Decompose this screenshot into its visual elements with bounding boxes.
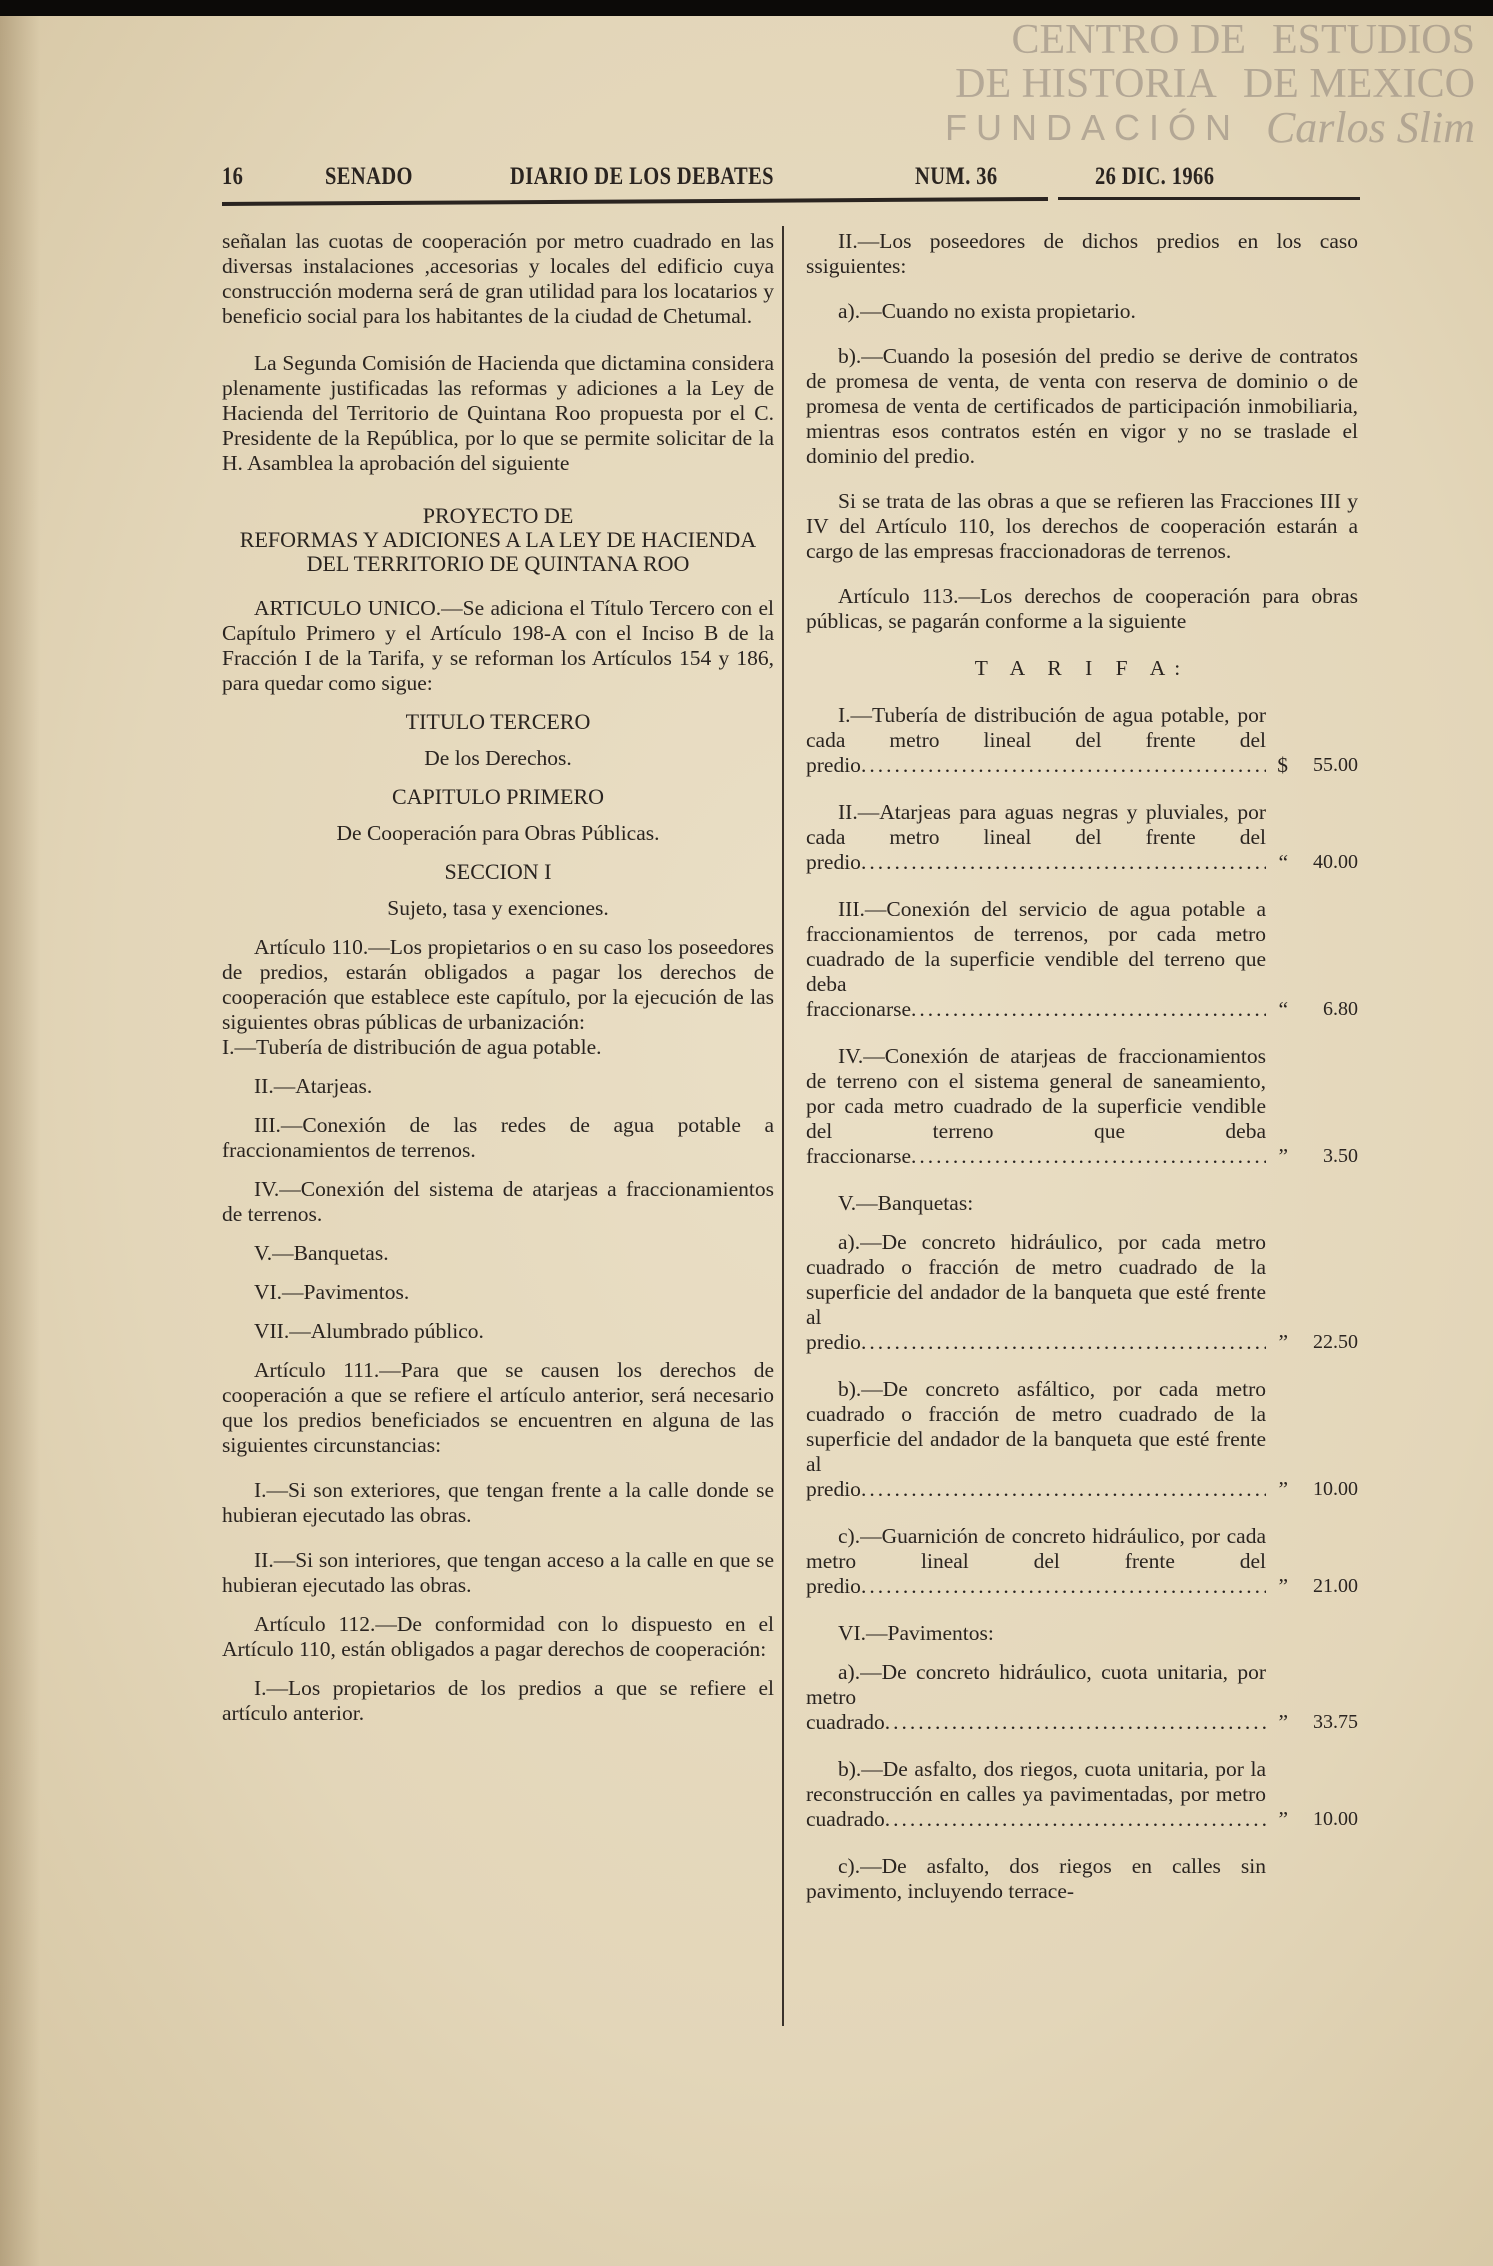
project-title: PROYECTO DE — [422, 503, 574, 528]
list-item: I.—Los propietarios de los predios a que se refiere el artículo anterior. — [222, 1676, 774, 1725]
chamber-name: SENADO — [325, 163, 413, 190]
watermark — [655, 18, 1475, 150]
list-item: II.—Los poseedores de dichos predios en los caso ssiguientes: — [806, 229, 1358, 278]
tarifa-item-description: b).—De concreto asfáltico, por cada metro cuadrado o fracción de metro cuadrado de la superficie del andador de la banqueta que esté frente al predio ..... — [806, 1377, 1266, 1502]
tarifa-list — [806, 703, 1358, 1169]
tarifa-item-description: III.—Conexión del servicio de agua potable a fraccionamientos de terrenos, por cada metro cuadrado de la superficie vendible del terreno que deba fraccionarse ..... — [806, 897, 1266, 1022]
ditto-mark: “ — [1278, 997, 1288, 1021]
paragraph: La Segunda Comisión de Hacienda que dictamina considera plenamente justificadas las reformas y adiciones a la Ley de Hacienda del Territorio de Quintana Roo propuesta por el C. Presidente de la República, por lo que se permite solicitar de la H. Asamblea la aprobación del siguiente — [222, 351, 774, 475]
article-111: Artículo 111.—Para que se causen los derechos de cooperación a que se refiere el artículo anterior, será necesario que los predios beneficiados se encuentren en alguna de las siguientes circunstancias: — [222, 1358, 774, 1457]
list-item: VII.—Alumbrado público. — [254, 1319, 484, 1343]
list-item: IV.—Conexión del sistema de atarjeas a fraccionamientos de terrenos. — [222, 1177, 774, 1226]
header-rule — [1058, 197, 1360, 200]
ditto-mark: ” — [1278, 1710, 1288, 1734]
watermark-row — [655, 18, 1475, 62]
list-item: I.—Si son exteriores, que tengan frente a la calle donde se hubieran ejecutado las obras. — [222, 1478, 774, 1527]
page-edge-shadow — [0, 16, 40, 2266]
column-divider — [782, 226, 784, 2026]
tarifa-item — [806, 703, 1358, 778]
ditto-mark: $ — [1277, 753, 1288, 777]
subheading: Sujeto, tasa y exenciones. — [387, 896, 609, 920]
heading-seccion: SECCION I — [444, 859, 552, 884]
banquetas-list — [806, 1230, 1358, 1599]
list-item: VI.—Pavimentos. — [254, 1280, 410, 1304]
paragraph: señalan las cuotas de cooperación por metro cuadrado en las diversas instalaciones ,accesorias y locales del edificio cuya construcción moderna será de gran utilidad para los locatarios y beneficio social para los habitantes de la ciudad de Chetumal. — [222, 229, 774, 328]
watermark-row — [655, 103, 1475, 152]
ditto-mark: ” — [1278, 1574, 1288, 1598]
project-title: REFORMAS Y ADICIONES A LA LEY DE HACIENDA DEL TERRITORIO DE QUINTANA ROO — [239, 527, 757, 576]
tarifa-item-description: I.—Tubería de distribución de agua potable, por cada metro lineal del frente del predio ..... — [806, 703, 1266, 778]
subheading: De Cooperación para Obras Públicas. — [336, 821, 660, 845]
list-item: II.—Si son interiores, que tengan acceso a la calle en que se hubieran ejecutado las obras. — [222, 1548, 774, 1597]
tarifa-amount: 3.50 — [1323, 1145, 1358, 1167]
right-column — [806, 229, 1358, 1926]
paragraph: Si se trata de las obras a que se refieren las Fracciones III y IV del Artículo 110, los derechos de cooperación estarán a cargo de las empresas fraccionadoras de terrenos. — [806, 489, 1358, 563]
tarifa-item — [806, 1854, 1358, 1904]
tarifa-item-description: c).—Guarnición de concreto hidráulico, por cada metro lineal del frente del predio ..... — [806, 1524, 1266, 1599]
list-item: I.—Tubería de distribución de agua potable. — [222, 1035, 602, 1059]
tarifa-item-description: b).—De asfalto, dos riegos, cuota unitaria, por la reconstrucción en calles ya pavimentadas, por metro cuadrado ..... — [806, 1757, 1266, 1832]
tarifa-item-description: IV.—Conexión de atarjeas de fraccionamientos de terreno con el sistema general de saneamiento, por cada metro cuadrado de la superficie vendible del terreno que deba fraccionarse ..... — [806, 1044, 1266, 1169]
tarifa-amount: 10.00 — [1313, 1808, 1358, 1830]
watermark-row — [655, 62, 1475, 106]
watermark-line: ESTUDIOS — [1271, 17, 1475, 63]
tarifa-item — [806, 1230, 1358, 1355]
tarifa-amount: 33.75 — [1313, 1711, 1358, 1733]
list-item: II.—Atarjeas. — [254, 1074, 373, 1098]
tarifa-item — [806, 897, 1358, 1022]
tarifa-item-description: II.—Atarjeas para aguas negras y pluviales, por cada metro lineal del frente del predio ..... — [806, 800, 1266, 875]
page-number: 16 — [222, 163, 244, 190]
ditto-mark: ” — [1278, 1807, 1288, 1831]
watermark-line: CENTRO DE — [1011, 17, 1246, 63]
tarifa-item-description: a).—De concreto hidráulico, por cada metro cuadrado o fracción de metro cuadrado de la superficie del andador de la banqueta que esté frente al predio ..... — [806, 1230, 1266, 1355]
section-title: V.—Banquetas: — [838, 1191, 974, 1215]
article-113: Artículo 113.—Los derechos de cooperación para obras públicas, se pagarán conforme a la siguiente — [806, 584, 1358, 633]
pavimentos-list — [806, 1660, 1358, 1904]
tarifa-amount: 10.00 — [1313, 1478, 1358, 1500]
scan-top-border — [0, 0, 1493, 16]
issue-number: NUM. 36 — [915, 163, 998, 190]
ditto-mark: ” — [1278, 1330, 1288, 1354]
paragraph: ARTICULO UNICO.—Se adiciona el Título Tercero con el Capítulo Primero y el Artículo 198-A con el Inciso B de la Fracción I de la Tarifa, y se reforman los Artículos 154 y 186, para quedar como sigue: — [222, 596, 774, 695]
tarifa-amount: 6.80 — [1323, 998, 1358, 1020]
list-item: a).—Cuando no exista propietario. — [838, 299, 1136, 323]
watermark-foundation: FUNDACIÓN — [944, 107, 1240, 148]
left-column — [222, 229, 774, 1740]
tarifa-amount: 22.50 — [1313, 1331, 1358, 1353]
heading-titulo: TITULO TERCERO — [405, 709, 591, 734]
tarifa-item-description: c).—De asfalto, dos riegos en calles sin pavimento, incluyendo terrace- — [806, 1854, 1266, 1903]
section-title: VI.—Pavimentos: — [838, 1621, 994, 1645]
tarifa-item — [806, 1377, 1358, 1502]
article-112: Artículo 112.—De conformidad con lo dispuesto en el Artículo 110, están obligados a pagar derechos de cooperación: — [222, 1612, 774, 1661]
watermark-signature: Carlos Slim — [1265, 103, 1475, 152]
tarifa-amount: 21.00 — [1313, 1575, 1358, 1597]
list-item: b).—Cuando la posesión del predio se derive de contratos de promesa de venta, de venta con reserva de dominio o de promesa de venta de certificados de participación inmobiliaria, mientras esos contratos estén en vigor y no se traslade el dominio del predio. — [806, 344, 1358, 468]
watermark-line: DE HISTORIA — [955, 61, 1217, 107]
ditto-mark: ” — [1278, 1144, 1288, 1168]
tarifa-item — [806, 1044, 1358, 1169]
tarifa-amount: 55.00 — [1313, 754, 1358, 776]
tarifa-item-description: a).—De concreto hidráulico, cuota unitaria, por metro cuadrado ..... — [806, 1660, 1266, 1735]
ditto-mark: ” — [1278, 1477, 1288, 1501]
tarifa-item — [806, 800, 1358, 875]
publication-title: DIARIO DE LOS DEBATES — [510, 163, 774, 190]
heading-capitulo: CAPITULO PRIMERO — [391, 784, 605, 809]
tarifa-item — [806, 1660, 1358, 1735]
subheading: De los Derechos. — [424, 746, 572, 770]
list-item: V.—Banquetas. — [254, 1241, 389, 1265]
tarifa-item — [806, 1524, 1358, 1599]
tarifa-item — [806, 1757, 1358, 1832]
tarifa-heading: T A R I F A: — [974, 656, 1190, 680]
list-item: III.—Conexión de las redes de agua potable a fraccionamientos de terrenos. — [222, 1113, 774, 1162]
issue-date: 26 DIC. 1966 — [1095, 163, 1215, 190]
ditto-mark: “ — [1278, 850, 1288, 874]
article-110: Artículo 110.—Los propietarios o en su caso los poseedores de predios, estarán obligados a pagar los derechos de cooperación que establece este capítulo, por la ejecución de las siguientes obras públicas de urbanización: — [222, 935, 774, 1034]
watermark-line: DE MEXICO — [1242, 61, 1475, 107]
tarifa-amount: 40.00 — [1313, 851, 1358, 873]
